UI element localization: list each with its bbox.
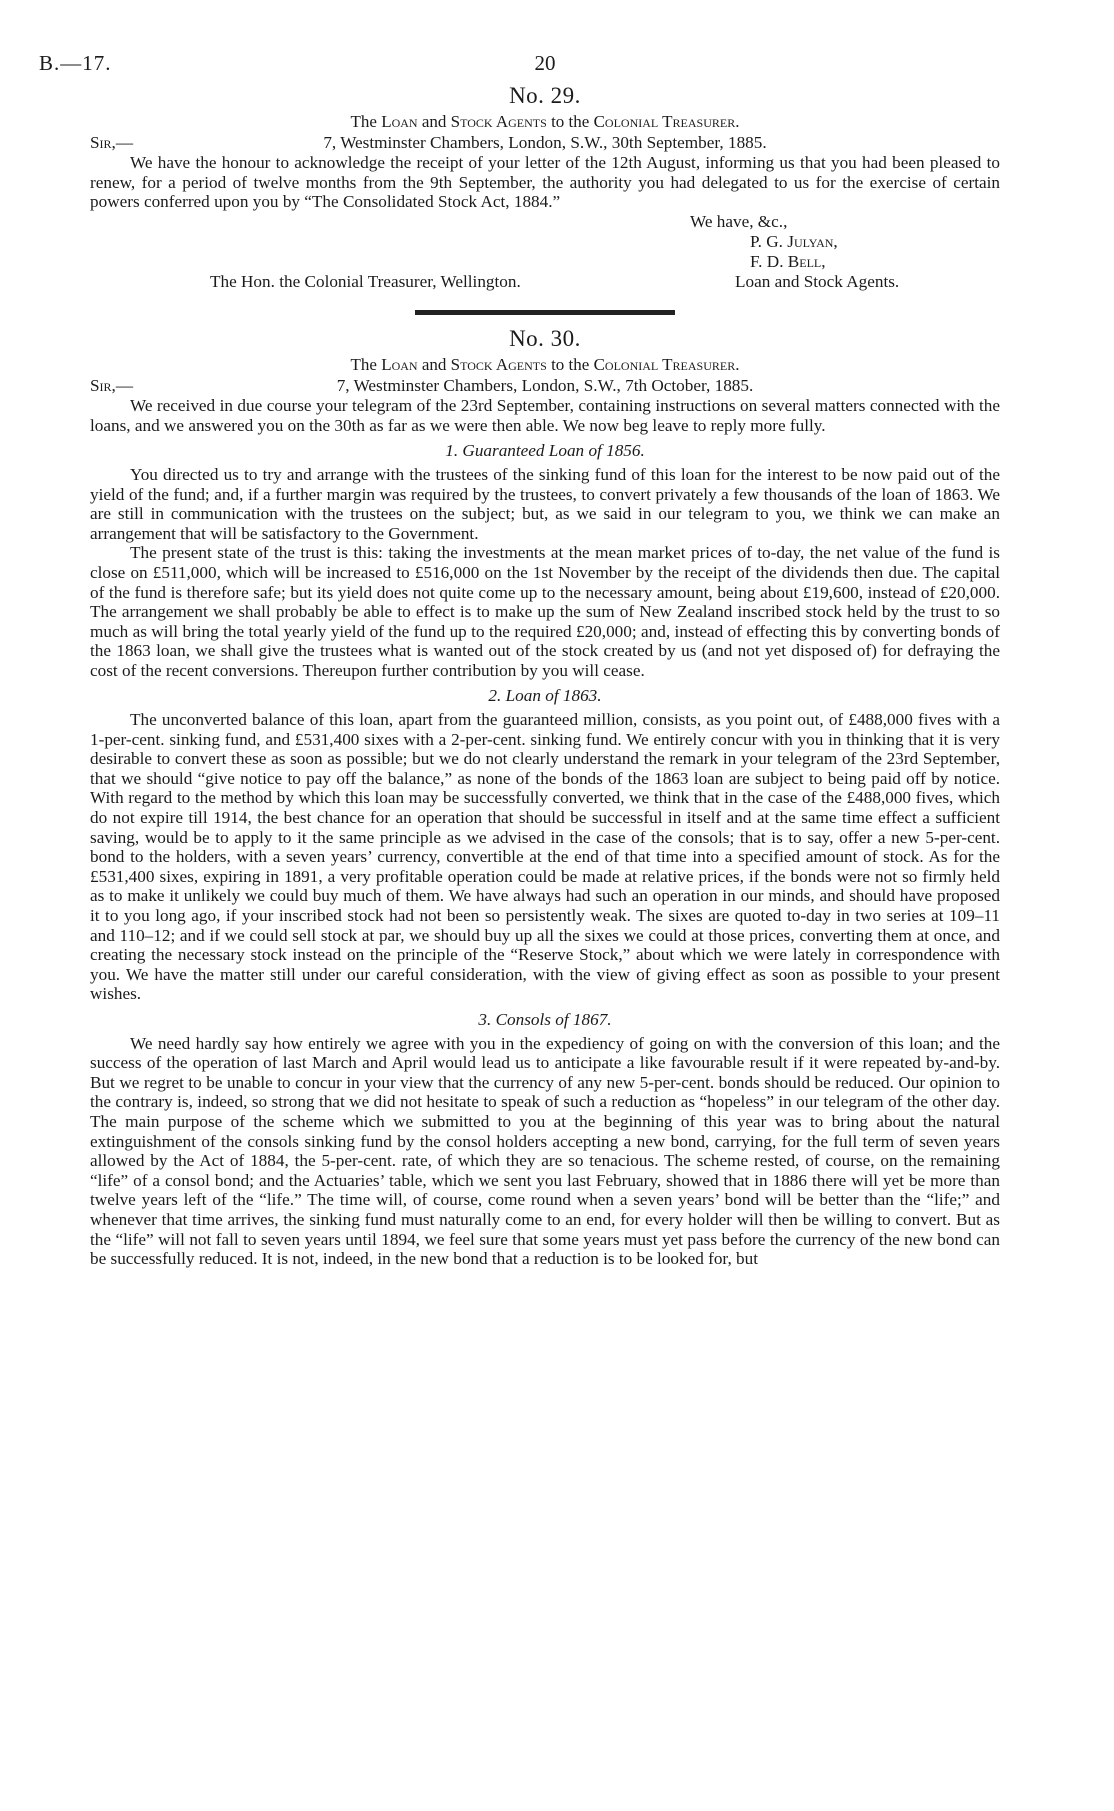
paragraph: We need hardly say how entirely we agree with you in the expediency of going on with the conversion of this loan; and the success of the operation of last March and April would lead us to anticipate a like favourable result if it were repeated by-and-by. But we regret to be unable to concur in your view that the currency of any new 5-per-cent. bonds should be reduced. Our opinion to the contrary is, indeed, so strong that we did not hesitate to speak of such a reduction as “hopeless” in our telegram of the other day. The main purpose of the scheme which we submitted to you at the beginning of this year was to bring about the natural extinguishment of the consols sinking fund by the consol holders accepting a new bond, carrying, for the full term of seven years allowed by the Act of 1884, the 5-per-cent. rate, of which they are so tenacious. The scheme rested, of course, on the remaining “life” of a consol bond; and the Actuaries’ table, which we sent you last February, showed that in 1886 there will yet be more than twelve years left of the “life.” The time will, of course, come round when a seven years’ bond will be better than the “life;” and whenever that time arrives, the sinking fund must naturally come to an end, for every holder will then be willing to convert. But as the “life” will not fall to seven years until 1894, we feel sure that some years must yet pass before the currency of the new bond can be successfully reduced. It is not, indeed, in the new bond that a reduction is to be looked for, but [90,1033,1000,1269]
paragraph: You directed us to try and arrange with the trustees of the sinking fund of this loan for the interest to be now paid out of the yield of the fund; and, if a further margin was required by the trustees, to convert privately a few thousands of the loan of 1863. We are still in communication with the trustees on the subject; but, as we said in our telegram to you, we think we can make an arrangement that will be satisfactory to the Government. [90,464,1000,543]
letter-title-30: The Loan and Stock Agents to the Colonial Treasurer. [350,354,740,374]
letter-number-29: No. 29. [509,83,581,108]
paragraph: The present state of the trust is this: taking the investments at the mean market prices of to-day, the net value of the fund is close on £511,000, which will be increased to £516,000 on the 1st November by the receipt of the dividends then due. The capital of the fund is therefore safe; but its yield does not quite come up to the necessary amount, being about £19,600, instead of £20,000. The arrangement we shall probably be able to effect is to make up the sum of New Zealand inscribed stock held by the trust to so much as will bring the total yearly yield of the fund up to the required £20,000; and, instead of effecting this by converting bonds of the 1863 loan, we shall give the trustees what is wanted out of the stock created by us (and not yet disposed of) for defraying the cost of the recent conversions. Thereupon further contribution by you will cease. [90,543,1000,680]
addressee: The Hon. the Colonial Treasurer, Wellington. [210,271,521,291]
document-page [39,40,1000,1269]
section-heading-3: 3. Consols of 1867. [478,1009,612,1029]
letter-address-line-29 [90,133,1000,153]
sender-address: 7, Westminster Chambers, London, S.W., 30th September, 1885. [323,133,767,153]
letter-title-29: The Loan and Stock Agents to the Colonial Treasurer. [350,111,740,131]
salutation: Sir,— [90,376,134,396]
closing: We have, &c., [690,211,788,231]
section-heading-2: 2. Loan of 1863. [488,686,602,706]
section-heading-1: 1. Guaranteed Loan of 1856. [445,441,645,461]
salutation: Sir,— [90,133,134,153]
signature-block-29 [90,212,1000,292]
letter-address-line-30 [90,376,1000,396]
section-divider [415,310,675,315]
page-reference: B.—17. [39,51,112,75]
letter-body-29: We have the honour to acknowledge the receipt of your letter of the 12th August, informing us that you had been pleased to renew, for a period of twelve months from the 9th September, the authority you had delegated to us for the exercise of certain powers conferred upon you by “The Consolidated Stock Act, 1884.” [90,153,1000,212]
sender-address: 7, Westminster Chambers, London, S.W., 7th October, 1885. [336,376,754,396]
page-number: 20 [534,51,556,75]
letter-intro-30: We received in due course your telegram of the 23rd September, containing instructions on several matters connected with the loans, and we answered you on the 30th as far as we were then able. We now beg leave to reply more fully. [90,396,1000,435]
letter-number-30: No. 30. [509,325,581,351]
signature-role: Loan and Stock Agents. [735,271,900,291]
signatory-bell: F. D. Bell, [750,251,826,271]
page-header [39,40,1000,82]
paragraph: The unconverted balance of this loan, apart from the guaranteed million, consists, as you point out, of £488,000 fives with a 1-per-cent. sinking fund, and £531,400 sixes with a 2-per-cent. sinking fund. We entirely concur with you in thinking that it is very desirable to convert these as soon as possible; but we do not clearly understand the remark in your telegram of the 23rd September, that we should “give notice to pay off the balance,” as none of the bonds of the 1863 loan are subject to being paid off by notice. With regard to the method by which this loan may be successfully converted, we think that in the case of the £488,000 fives, which do not expire till 1914, the best chance for an operation that should be successful in itself and at the same time effect a sufficient saving, would be to apply to it the same principle as we advised in the case of the consols; that is to say, offer a new 5-per-cent. bond to the holders, with a seven years’ currency, convertible at the end of that time into a specified amount of stock. As for the £531,400 sixes, expiring in 1891, a very profitable operation could be made at relative prices, if the bonds were not so firmly held as to make it unlikely we could buy much of them. We have always had such an operation in our minds, and should have proposed it to you long ago, if your inscribed stock had not been so persistently weak. The sixes are quoted to-day in two series at 109–11 and 110–12; and if we could sell stock at par, we should buy up all the sixes we could at those prices, converting them at once, and creating the necessary stock instead on the principle of the “Reserve Stock,” about which we were lately in correspondence with you. We have the matter still under our careful consideration, with the view of giving effect as soon as possible to your present wishes. [90,710,1000,1004]
signatory-julyan: P. G. Julyan, [750,231,838,251]
